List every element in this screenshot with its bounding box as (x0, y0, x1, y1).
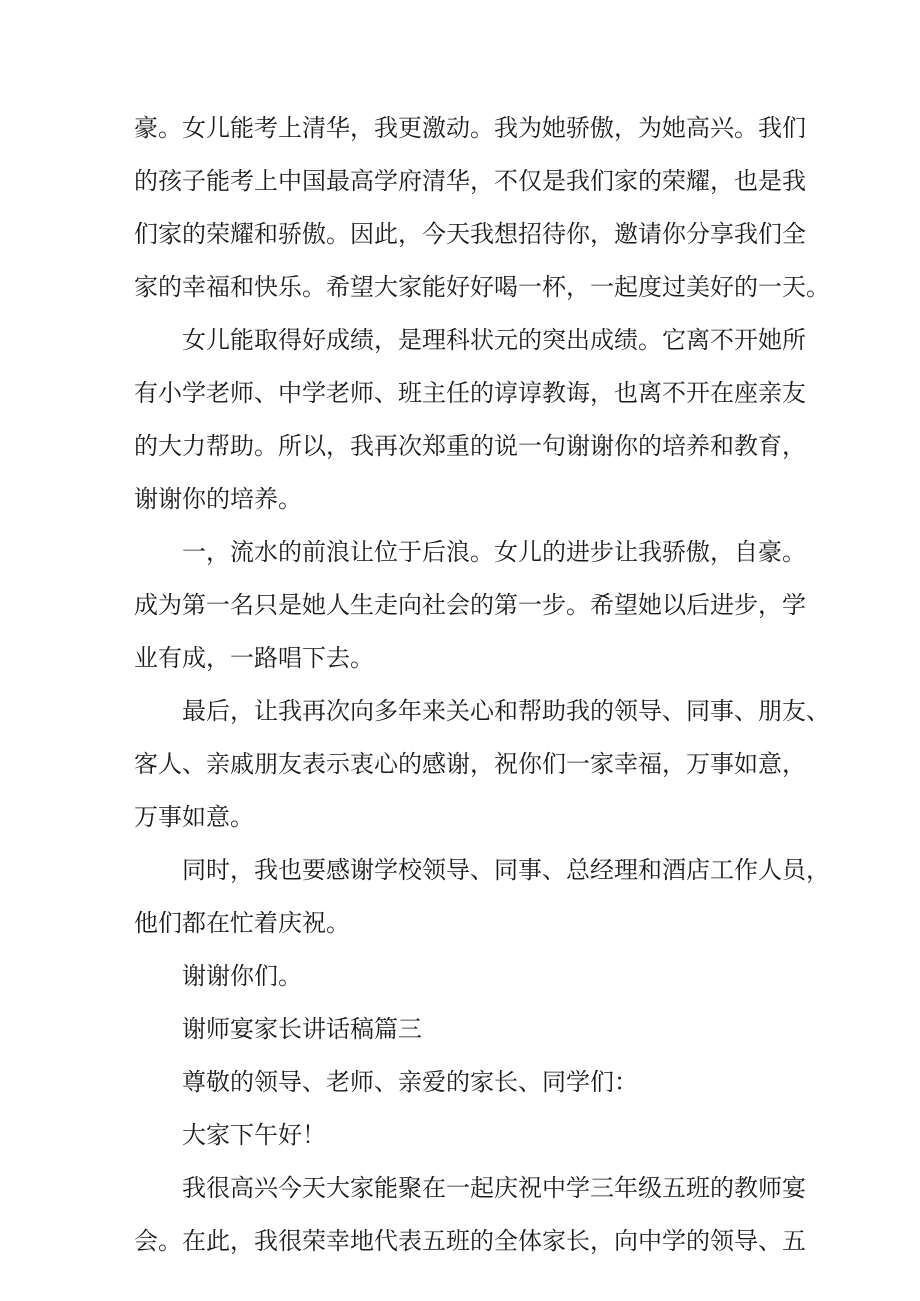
text-line: 的大力帮助。所以，我再次郑重的说一句谢谢你的培养和教育， (134, 432, 806, 460)
text-line: 的孩子能考上中国最高学府清华，不仅是我们家的荣耀，也是我 (134, 167, 806, 195)
text-line: 有小学老师、中学老师、班主任的谆谆教诲，也离不开在座亲友 (134, 379, 806, 407)
salutation (134, 1056, 804, 1109)
paragraph-3 (134, 526, 804, 685)
text-line: 他们都在忙着庆祝。 (134, 909, 350, 937)
paragraph-4 (134, 685, 830, 844)
paragraph-1 (134, 102, 830, 314)
paragraph-5 (134, 844, 830, 950)
greeting (134, 1109, 804, 1162)
text-line: 成为第一名只是她人生走向社会的第一步。希望她以后进步，学 (134, 591, 806, 619)
text-line: 会。在此，我很荣幸地代表五班的全体家长，向中学的领导、五 (134, 1227, 806, 1255)
text-line: 谢谢你们。 (182, 962, 302, 990)
paragraph-last (134, 1162, 804, 1268)
text-line: 豪。女儿能考上清华，我更激动。我为她骄傲，为她高兴。我们 (134, 114, 806, 142)
paragraph-thanks (134, 950, 804, 1003)
text-line: 们家的荣耀和骄傲。因此，今天我想招待你，邀请你分享我们全 (134, 220, 806, 248)
text-line: 最后，让我再次向多年来关心和帮助我的领导、同事、朋友、 (182, 697, 830, 725)
text-line: 客人、亲戚朋友表示衷心的感谢，祝你们一家幸福，万事如意， (134, 750, 806, 778)
paragraph-2 (134, 314, 804, 526)
text-line: 一，流水的前浪让位于后浪。女儿的进步让我骄傲，自豪。 (182, 538, 806, 566)
text-line: 万事如意。 (134, 803, 254, 831)
text-line: 女儿能取得好成绩，是理科状元的突出成绩。它离不开她所 (182, 326, 806, 354)
text-line: 谢师宴家长讲话稿篇三 (182, 1015, 422, 1043)
document-body (134, 102, 830, 1268)
section-heading (134, 1003, 804, 1056)
text-line: 我很高兴今天大家能聚在一起庆祝中学三年级五班的教师宴 (182, 1174, 806, 1202)
text-line: 家的幸福和快乐。希望大家能好好喝一杯，一起度过美好的一天。 (134, 273, 830, 301)
text-line: 大家下午好！ (182, 1121, 326, 1149)
text-line: 尊敬的领导、老师、亲爱的家长、同学们： (182, 1068, 638, 1096)
text-line: 业有成，一路唱下去。 (134, 644, 374, 672)
text-line: 谢谢你的培养。 (134, 485, 302, 513)
text-line: 同时，我也要感谢学校领导、同事、总经理和酒店工作人员， (182, 856, 830, 884)
